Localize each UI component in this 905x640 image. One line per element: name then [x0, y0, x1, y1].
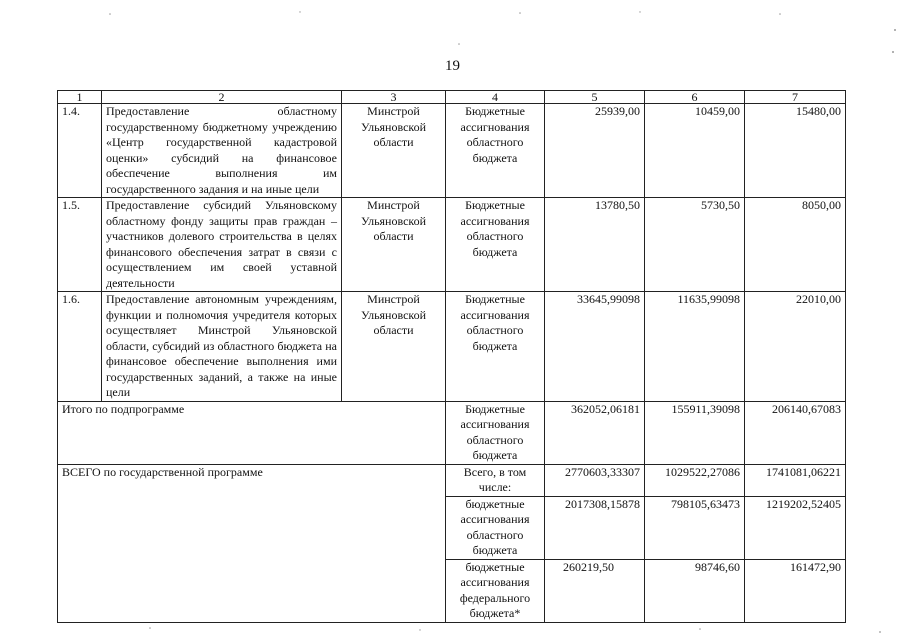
row-funding-source: Бюджетные ассигнования областного бюджета — [446, 104, 545, 198]
row-value-col7: 8050,00 — [745, 198, 846, 292]
row-number: 1.6. — [58, 292, 102, 402]
row-number: 1.5. — [58, 198, 102, 292]
total-funding-source: бюджетные ассигнования федерального бюджета* — [446, 559, 545, 622]
total-value-total: 260219,50 — [545, 559, 645, 622]
row-value-col6: 10459,00 — [645, 104, 745, 198]
total-value-col7: 161472,90 — [745, 559, 846, 622]
budget-table — [57, 90, 846, 623]
header-cell: 6 — [645, 91, 745, 104]
header-cell: 4 — [446, 91, 545, 104]
row-value-col6: 11635,99098 — [645, 292, 745, 402]
header-cell: 7 — [745, 91, 846, 104]
row-funding-source: Бюджетные ассигнования областного бюджета — [446, 198, 545, 292]
total-value-total: 2770603,33307 — [545, 464, 645, 496]
subtotal-value-col6: 155911,39098 — [645, 401, 745, 464]
row-description: Предоставление областному государственному бюджетному учреждению «Центр государственной кадастровой оценки» субсидий на финансовое обеспечение выполнения им государственного задания и на иные цели — [102, 104, 342, 198]
subtotal-funding-source: Бюджетные ассигнования областного бюджета — [446, 401, 545, 464]
row-value-col7: 22010,00 — [745, 292, 846, 402]
table-row — [58, 104, 846, 198]
table-row — [58, 198, 846, 292]
subtotal-row — [58, 401, 846, 464]
header-row — [58, 91, 846, 104]
subtotal-value-total: 362052,06181 — [545, 401, 645, 464]
row-value-total: 13780,50 — [545, 198, 645, 292]
total-value-col6: 798105,63473 — [645, 496, 745, 559]
row-value-total: 33645,99098 — [545, 292, 645, 402]
header-cell: 5 — [545, 91, 645, 104]
total-row — [58, 464, 846, 496]
row-description: Предоставление автономным учреждениям, функции и полномочия учредителя которых осуществляет Минстрой Ульяновской области, субсидий из областного бюджета на финансовое обеспечение выполнения ими государственных заданий, а также на иные цели — [102, 292, 342, 402]
row-funding-source: Бюджетные ассигнования областного бюджета — [446, 292, 545, 402]
row-executor: Минстрой Ульяновской области — [342, 292, 446, 402]
total-funding-source: бюджетные ассигнования областного бюджета — [446, 496, 545, 559]
header-cell: 1 — [58, 91, 102, 104]
page-number: 19 — [445, 58, 460, 74]
row-executor: Минстрой Ульяновской области — [342, 198, 446, 292]
header-cell: 2 — [102, 91, 342, 104]
header-cell: 3 — [342, 91, 446, 104]
total-label: ВСЕГО по государственной программе — [58, 464, 446, 622]
row-value-col7: 15480,00 — [745, 104, 846, 198]
subtotal-label: Итого по подпрограмме — [58, 401, 446, 464]
row-executor: Минстрой Ульяновской области — [342, 104, 446, 198]
row-value-total: 25939,00 — [545, 104, 645, 198]
total-value-col6: 98746,60 — [645, 559, 745, 622]
total-funding-source: Всего, в том числе: — [446, 464, 545, 496]
total-value-col7: 1741081,06221 — [745, 464, 846, 496]
total-value-total: 2017308,15878 — [545, 496, 645, 559]
table-row — [58, 292, 846, 402]
total-value-col6: 1029522,27086 — [645, 464, 745, 496]
row-value-col6: 5730,50 — [645, 198, 745, 292]
row-number: 1.4. — [58, 104, 102, 198]
row-description: Предоставление субсидий Ульяновскому областному фонду защиты прав граждан – участников долевого строительства в целях финансового обеспечения затрат в связи с осуществлением им своей уставной деятельности — [102, 198, 342, 292]
total-value-col7: 1219202,52405 — [745, 496, 846, 559]
subtotal-value-col7: 206140,67083 — [745, 401, 846, 464]
